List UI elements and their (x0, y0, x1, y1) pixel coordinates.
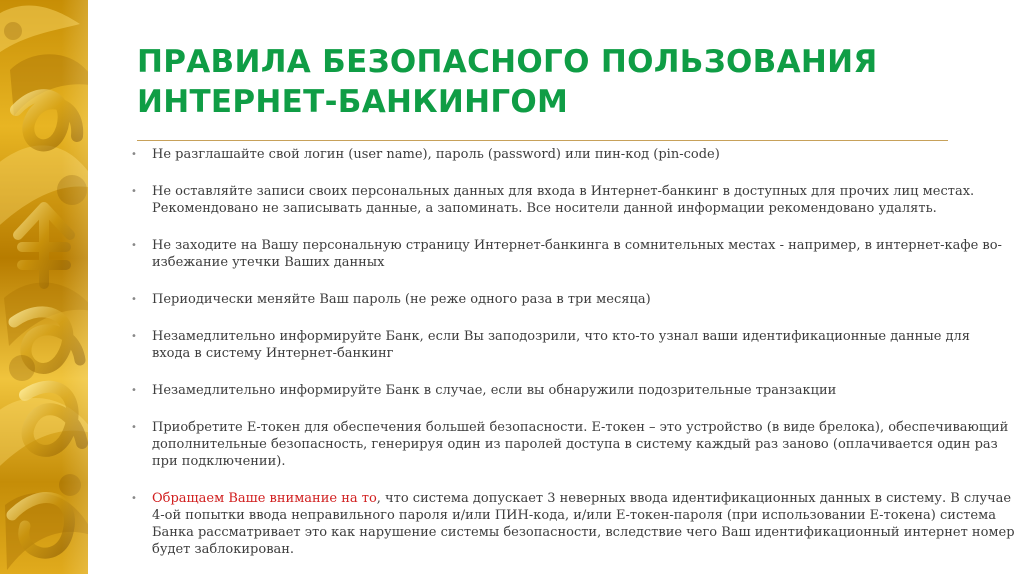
title-line-1: ПРАВИЛА БЕЗОПАСНОГО ПОЛЬЗОВАНИЯ (137, 44, 878, 80)
title-divider (137, 140, 948, 141)
bullet-5-line-2: входа в систему Интернет-банкинг (152, 346, 394, 361)
safety-rules-list (131, 146, 1015, 558)
bullet-8-line-4: будет заблокирован. (152, 542, 295, 557)
attention-highlight: Обращаем Ваше внимание на то (152, 491, 377, 506)
list-item (131, 146, 981, 163)
gold-currency-symbols-decoration (0, 0, 88, 574)
list-item (131, 291, 981, 308)
bullet-8-line-3: Банка рассматривает это как нарушение системы безопасности, вследствие чего Ваш идентификационный интернет номер (152, 525, 1015, 540)
list-item (131, 382, 981, 399)
bullet-2-line-1: • Не оставляйте записи своих персональных данных для входа в Интернет-банкинг в доступных для прочих лиц местах. (152, 184, 975, 199)
bullet-8-line-2: 4-ой попытки ввода неправильного пароля и/или ПИН-кода, и/или Е-токен-пароля (при использовании Е-токена) система (152, 508, 996, 523)
bullet-7-line-2: дополнительные безопасность, генерируя один из паролей доступа в систему каждый раз заново (оплачивается один раз (152, 437, 998, 452)
title-line-2: ИНТЕРНЕТ-БАНКИНГОМ (137, 84, 569, 120)
side-art-highlight (0, 0, 88, 574)
bullet-2-line-2: Рекомендовано не записывать данные, а запоминать. Все носители данной информации рекомендовано удалять. (152, 201, 937, 216)
bullet-3-line-2: избежание утечки Ваших данных (152, 255, 385, 270)
page-title (137, 42, 997, 122)
bullet-8-line-1 (152, 490, 1012, 507)
list-item (131, 328, 981, 362)
bullet-7-line-3: при подключении). (152, 454, 286, 469)
bullet-1-line-1: • Не разглашайте свой логин (user name), пароль (password) или пин-код (pin-code) (152, 147, 720, 162)
list-item (131, 490, 1015, 558)
bullet-8-line-1-rest: , что система допускает 3 неверных ввода идентификационных данных в систему. В случае (376, 491, 1012, 506)
list-item (131, 237, 1002, 271)
list-item (131, 419, 1009, 470)
bullet-6-line-1: • Незамедлительно информируйте Банк в случае, если вы обнаружили подозрительные транзакции (152, 383, 837, 398)
bullet-4-line-1: • Периодически меняйте Ваш пароль (не реже одного раза в три месяца) (152, 292, 651, 307)
bullet-7-line-1: • Приобретите Е-токен для обеспечения большей безопасности. Е-токен – это устройство (в виде брелока), обеспечивающий (152, 420, 1009, 435)
bullet-5-line-1: • Незамедлительно информируйте Банк, если Вы заподозрили, что кто-то узнал ваши идентификационные данные для (152, 329, 970, 344)
bullet-3-line-1: • Не заходите на Вашу персональную страницу Интернет-банкинга в сомнительных местах - например, в интернет-кафе во- (152, 238, 1002, 253)
list-item (131, 183, 981, 217)
